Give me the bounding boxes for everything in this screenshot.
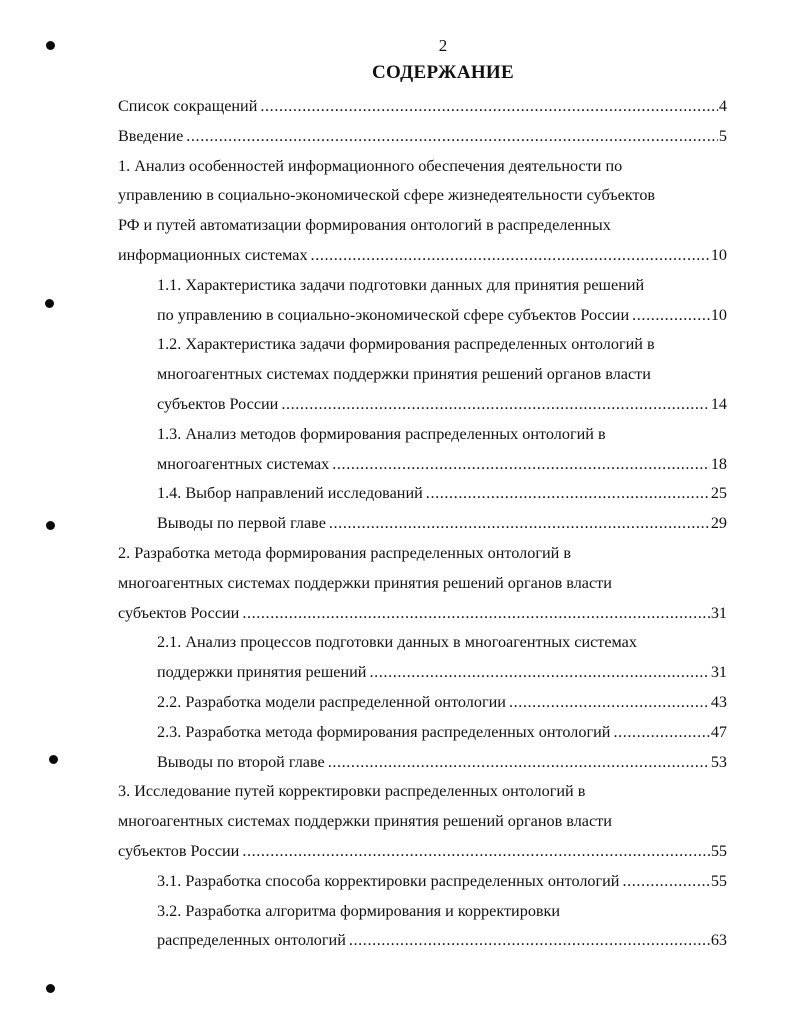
toc-entry-title: Выводы по второй главе <box>157 752 325 771</box>
toc-page-number: 14 <box>710 394 727 413</box>
toc-entry[interactable] <box>118 92 727 122</box>
toc-entry-line <box>157 867 727 897</box>
toc-page-number: 25 <box>710 484 727 503</box>
toc-entry-title: субъектов России <box>118 841 240 860</box>
toc-entry-title: 2.2. Разработка модели распределенной онтологии <box>157 692 506 711</box>
toc-entry-line <box>118 837 727 867</box>
punch-hole-mark <box>46 521 55 530</box>
toc-entry[interactable] <box>118 152 727 271</box>
toc-entry-title-line: 2. Разработка метода формирования распределенных онтологий в <box>118 543 571 562</box>
toc-entry-line <box>157 509 727 539</box>
toc-entry[interactable] <box>118 777 727 866</box>
toc-entry-line <box>118 122 727 152</box>
dot-leader <box>632 301 710 331</box>
toc-page-number: 31 <box>710 663 727 682</box>
toc-entry[interactable] <box>118 330 727 419</box>
punch-hole-mark <box>45 299 54 308</box>
dot-leader <box>509 688 710 718</box>
page-number: 2 <box>438 36 448 55</box>
toc-entry-title: 1.4. Выбор направлений исследований <box>157 484 423 503</box>
toc-entry-title-line: многоагентных системах поддержки принятия решений органов власти <box>157 365 651 384</box>
toc-entry-title-line: 2.1. Анализ процессов подготовки данных в многоагентных системах <box>157 633 637 652</box>
toc-page-number: 29 <box>710 514 727 533</box>
toc-page-number: 4 <box>718 97 727 115</box>
dot-leader <box>369 658 709 688</box>
toc-entry-title: субъектов России <box>157 394 279 413</box>
toc-entry[interactable] <box>118 509 727 539</box>
punch-hole-mark <box>46 984 55 993</box>
toc-page-number: 53 <box>710 752 727 771</box>
toc-entry-line <box>157 390 727 420</box>
dot-leader <box>426 479 710 509</box>
toc-entry-title: 2.3. Разработка метода формирования распределенных онтологий <box>157 722 611 741</box>
dot-leader <box>349 926 710 956</box>
toc-page-number: 18 <box>710 454 727 473</box>
toc-page-number: 55 <box>710 841 727 860</box>
dot-leader <box>242 599 709 629</box>
toc-entry[interactable] <box>118 688 727 718</box>
toc-entry-title: информационных системах <box>118 245 308 264</box>
dot-leader <box>622 867 709 897</box>
dot-leader <box>613 718 709 748</box>
toc-entry-title: распределенных онтологий <box>157 931 346 950</box>
toc-entry-line <box>157 748 727 778</box>
toc-entry-title-line: 3.2. Разработка алгоритма формирования и корректировки <box>157 901 561 920</box>
toc-entry-line <box>157 688 727 718</box>
toc-entry-title-line: 1. Анализ особенностей информационного обеспечения деятельности по <box>118 156 623 175</box>
dot-leader <box>332 450 710 480</box>
toc-entry-line <box>157 926 727 956</box>
dot-leader <box>311 241 710 271</box>
toc-entry-title: субъектов России <box>118 603 240 622</box>
toc-entry[interactable] <box>118 479 727 509</box>
toc-entry-title-line: многоагентных системах поддержки принятия решений органов власти <box>118 812 612 831</box>
toc-entry-title: поддержки принятия решений <box>157 663 367 682</box>
toc-entry-title: 3.1. Разработка способа корректировки распределенных онтологий <box>157 871 620 890</box>
dot-leader <box>281 390 709 420</box>
toc-page-number: 43 <box>710 692 727 711</box>
dot-leader <box>329 509 710 539</box>
toc-entry-title: Введение <box>118 126 184 145</box>
toc-entry-line <box>157 301 727 331</box>
toc-entry-line <box>118 599 727 629</box>
toc-entry[interactable] <box>118 122 727 152</box>
toc-entry[interactable] <box>118 718 727 748</box>
toc-entry-line <box>157 450 727 480</box>
toc-page-number: 47 <box>710 722 727 741</box>
toc-entry[interactable] <box>118 271 727 331</box>
toc-entry-line <box>157 479 727 509</box>
toc-page-number: 10 <box>710 245 727 264</box>
toc-entry-line <box>157 718 727 748</box>
toc-entry-title-line: 3. Исследование путей корректировки распределенных онтологий в <box>118 782 586 801</box>
toc-entry-title-line: 1.1. Характеристика задачи подготовки данных для принятия решений <box>157 275 645 294</box>
toc-page-number: 10 <box>710 305 727 324</box>
table-of-contents <box>118 92 727 956</box>
toc-entry-title-line: 1.3. Анализ методов формирования распределенных онтологий в <box>157 424 606 443</box>
toc-entry[interactable] <box>118 867 727 897</box>
toc-page-number: 5 <box>718 126 727 145</box>
toc-entry[interactable] <box>118 748 727 778</box>
toc-entry-title: Список сокращений <box>118 97 258 115</box>
toc-entry[interactable] <box>118 539 727 628</box>
toc-entry-title: по управлению в социально-экономической сфере субъектов России <box>157 305 630 324</box>
toc-entry[interactable] <box>118 897 727 957</box>
dot-leader <box>260 92 718 122</box>
toc-entry-line <box>118 92 727 122</box>
punch-hole-mark <box>49 755 58 764</box>
toc-entry-line <box>157 658 727 688</box>
dot-leader <box>186 122 718 152</box>
toc-entry-title: многоагентных системах <box>157 454 330 473</box>
toc-page-number: 55 <box>710 871 727 890</box>
toc-entry[interactable] <box>118 628 727 688</box>
toc-page-number: 31 <box>710 603 727 622</box>
dot-leader <box>242 837 709 867</box>
toc-entry-title-line: 1.2. Характеристика задачи формирования распределенных онтологий в <box>157 335 655 354</box>
toc-entry-title-line: многоагентных системах поддержки принятия решений органов власти <box>118 573 612 592</box>
toc-entry-line <box>118 241 727 271</box>
toc-entry-title: Выводы по первой главе <box>157 514 326 533</box>
page-title: СОДЕРЖАНИЕ <box>372 62 514 83</box>
toc-entry-title-line: РФ и путей автоматизации формирования онтологий в распределенных <box>118 216 611 235</box>
toc-page-number: 63 <box>710 931 727 950</box>
dot-leader <box>328 748 710 778</box>
toc-entry[interactable] <box>118 420 727 480</box>
toc-entry-title-line: управлению в социально-экономической сфере жизнедеятельности субъектов <box>118 186 656 205</box>
